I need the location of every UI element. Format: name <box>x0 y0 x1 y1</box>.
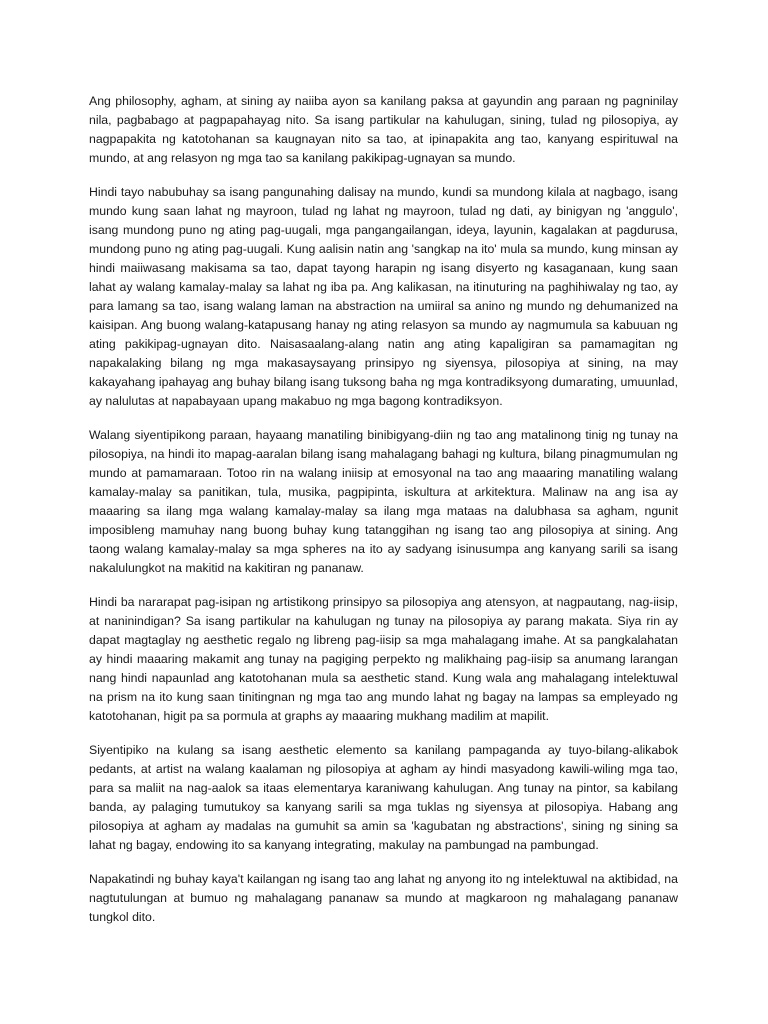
paragraph-1: Ang philosophy, agham, at sining ay naiiba ayon sa kanilang paksa at gayundin ang paraan ng pagninilay nila, pagbabago at pagpapahayag nito. Sa isang partikular na kahulugan, sining, tulad ng pilosopiya, ay nagpapakita ng katotohanan sa kaugnayan nito sa tao, at ipinapakita ang tao, kanyang espirituwal na mundo, at ang relasyon ng mga tao sa kanilang pakikipag-ugnayan sa mundo. <box>89 94 678 165</box>
paragraph-3: Walang siyentipikong paraan, hayaang manatiling binibigyang-diin ng tao ang matalinong tinig ng tunay na pilosopiya, na hindi ito mapag-aaralan bilang isang mahalagang bahagi ng kultura, bilang pinagmumulan ng mundo at pamamaraan. Totoo rin na walang iniisip at emosyonal na tao ang maaaring manatiling walang kamalay-malay sa panitikan, tula, musika, pagpipinta, iskultura at arkitektura. Malinaw na ang isa ay maaaring sa ilang mga walang kamalay-malay sa ilang mga mataas na dalubhasa sa agham, ngunit imposibleng mamuhay nang buong buhay kung tatanggihan ng isang tao ang pilosopiya at sining. Ang taong walang kamalay-malay sa mga spheres na ito ay sadyang isinusumpa ang kanyang sarili sa isang nakalulungkot na makitid na kakitiran ng pananaw. <box>89 428 678 575</box>
paragraph-2: Hindi tayo nabubuhay sa isang pangunahing dalisay na mundo, kundi sa mundong kilala at nagbago, isang mundo kung saan lahat ng mayroon, tulad ng lahat ng mayroon, tulad ng dati, ay binigyan ng 'anggulo', isang mundong puno ng ating pag-uugali, mga pangangailangan, ideya, layunin, kagalakan at pagdurusa, mundong puno ng ating pag-uugali. Kung aalisin natin ang 'sangkap na ito' mula sa mundo, kung minsan ay hindi maiiwasang makisama sa tao, dapat tayong harapin ng isang disyerto ng kasaganaan, kung saan lahat ay walang kamalay-malay sa lahat ng iba pa. Ang kalikasan, na itinuturing na paghihiwalay ng tao, ay para lamang sa tao, isang walang laman na abstraction na umiiral sa anino ng mundo ng dehumanized na kaisipan. Ang buong walang-katapusang hanay ng ating relasyon sa mundo ay nagmumula sa kabuuan ng ating pakikipag-ugnayan dito. Naisasaalang-alang natin ang ating kapaligiran sa pamamagitan ng napakalaking bilang ng mga makasaysayang prinsipyo ng siyensya, pilosopiya at sining, na may kakayahang ipahayag ang buhay bilang isang tuksong baha ng mga kontradiksyong dumarating, umuunlad, ay nalulutas at napabayaan upang makabuo ng mga bagong kontradiksyon. <box>89 185 678 408</box>
paragraph-5: Siyentipiko na kulang sa isang aesthetic elemento sa kanilang pampaganda ay tuyo-bilang-alikabok pedants, at artist na walang kaalaman ng pilosopiya at agham ay hindi masyadong kawili-wiling mga tao, para sa maliit na nag-aalok sa itaas elementarya karaniwang kahulugan. Ang tunay na pintor, sa kabilang banda, ay palaging tumutukoy sa kanyang sarili sa mga tuklas ng siyensya at pilosopiya. Habang ang pilosopiya at agham ay madalas na gumuhit sa amin sa 'kagubatan ng abstractions', sining ng sining sa lahat ng bagay, endowing ito sa kanyang integrating, makulay na pambungad na pambungad. <box>89 743 678 852</box>
document-page <box>89 92 678 942</box>
paragraph-4: Hindi ba nararapat pag-isipan ng artistikong prinsipyo sa pilosopiya ang atensyon, at nagpautang, nag-iisip, at naninindigan? Sa isang partikular na kahulugan ng tunay na pilosopiya ay parang makata. Siya rin ay dapat magtaglay ng aesthetic regalo ng libreng pag-iisip sa mga mahalagang imahe. At sa pangkalahatan ay hindi maaaring makamit ang tunay na pagiging perpekto ng malikhaing pag-iisip sa anumang larangan nang hindi napaunlad ang katotohanan mula sa aesthetic stand. Kung wala ang mahalagang intelektuwal na prism na ito kung saan tinitingnan ng mga tao ang mundo lahat ng bagay na lampas sa empleyado ng katotohanan, higit pa sa pormula at graphs ay maaaring mukhang madilim at mapilit. <box>89 595 678 723</box>
paragraph-6: Napakatindi ng buhay kaya't kailangan ng isang tao ang lahat ng anyong ito ng intelektuwal na aktibidad, na nagtutulungan at bumuo ng mahalagang pananaw sa mundo at magkaroon ng mahalagang pananaw tungkol dito. <box>89 872 678 924</box>
